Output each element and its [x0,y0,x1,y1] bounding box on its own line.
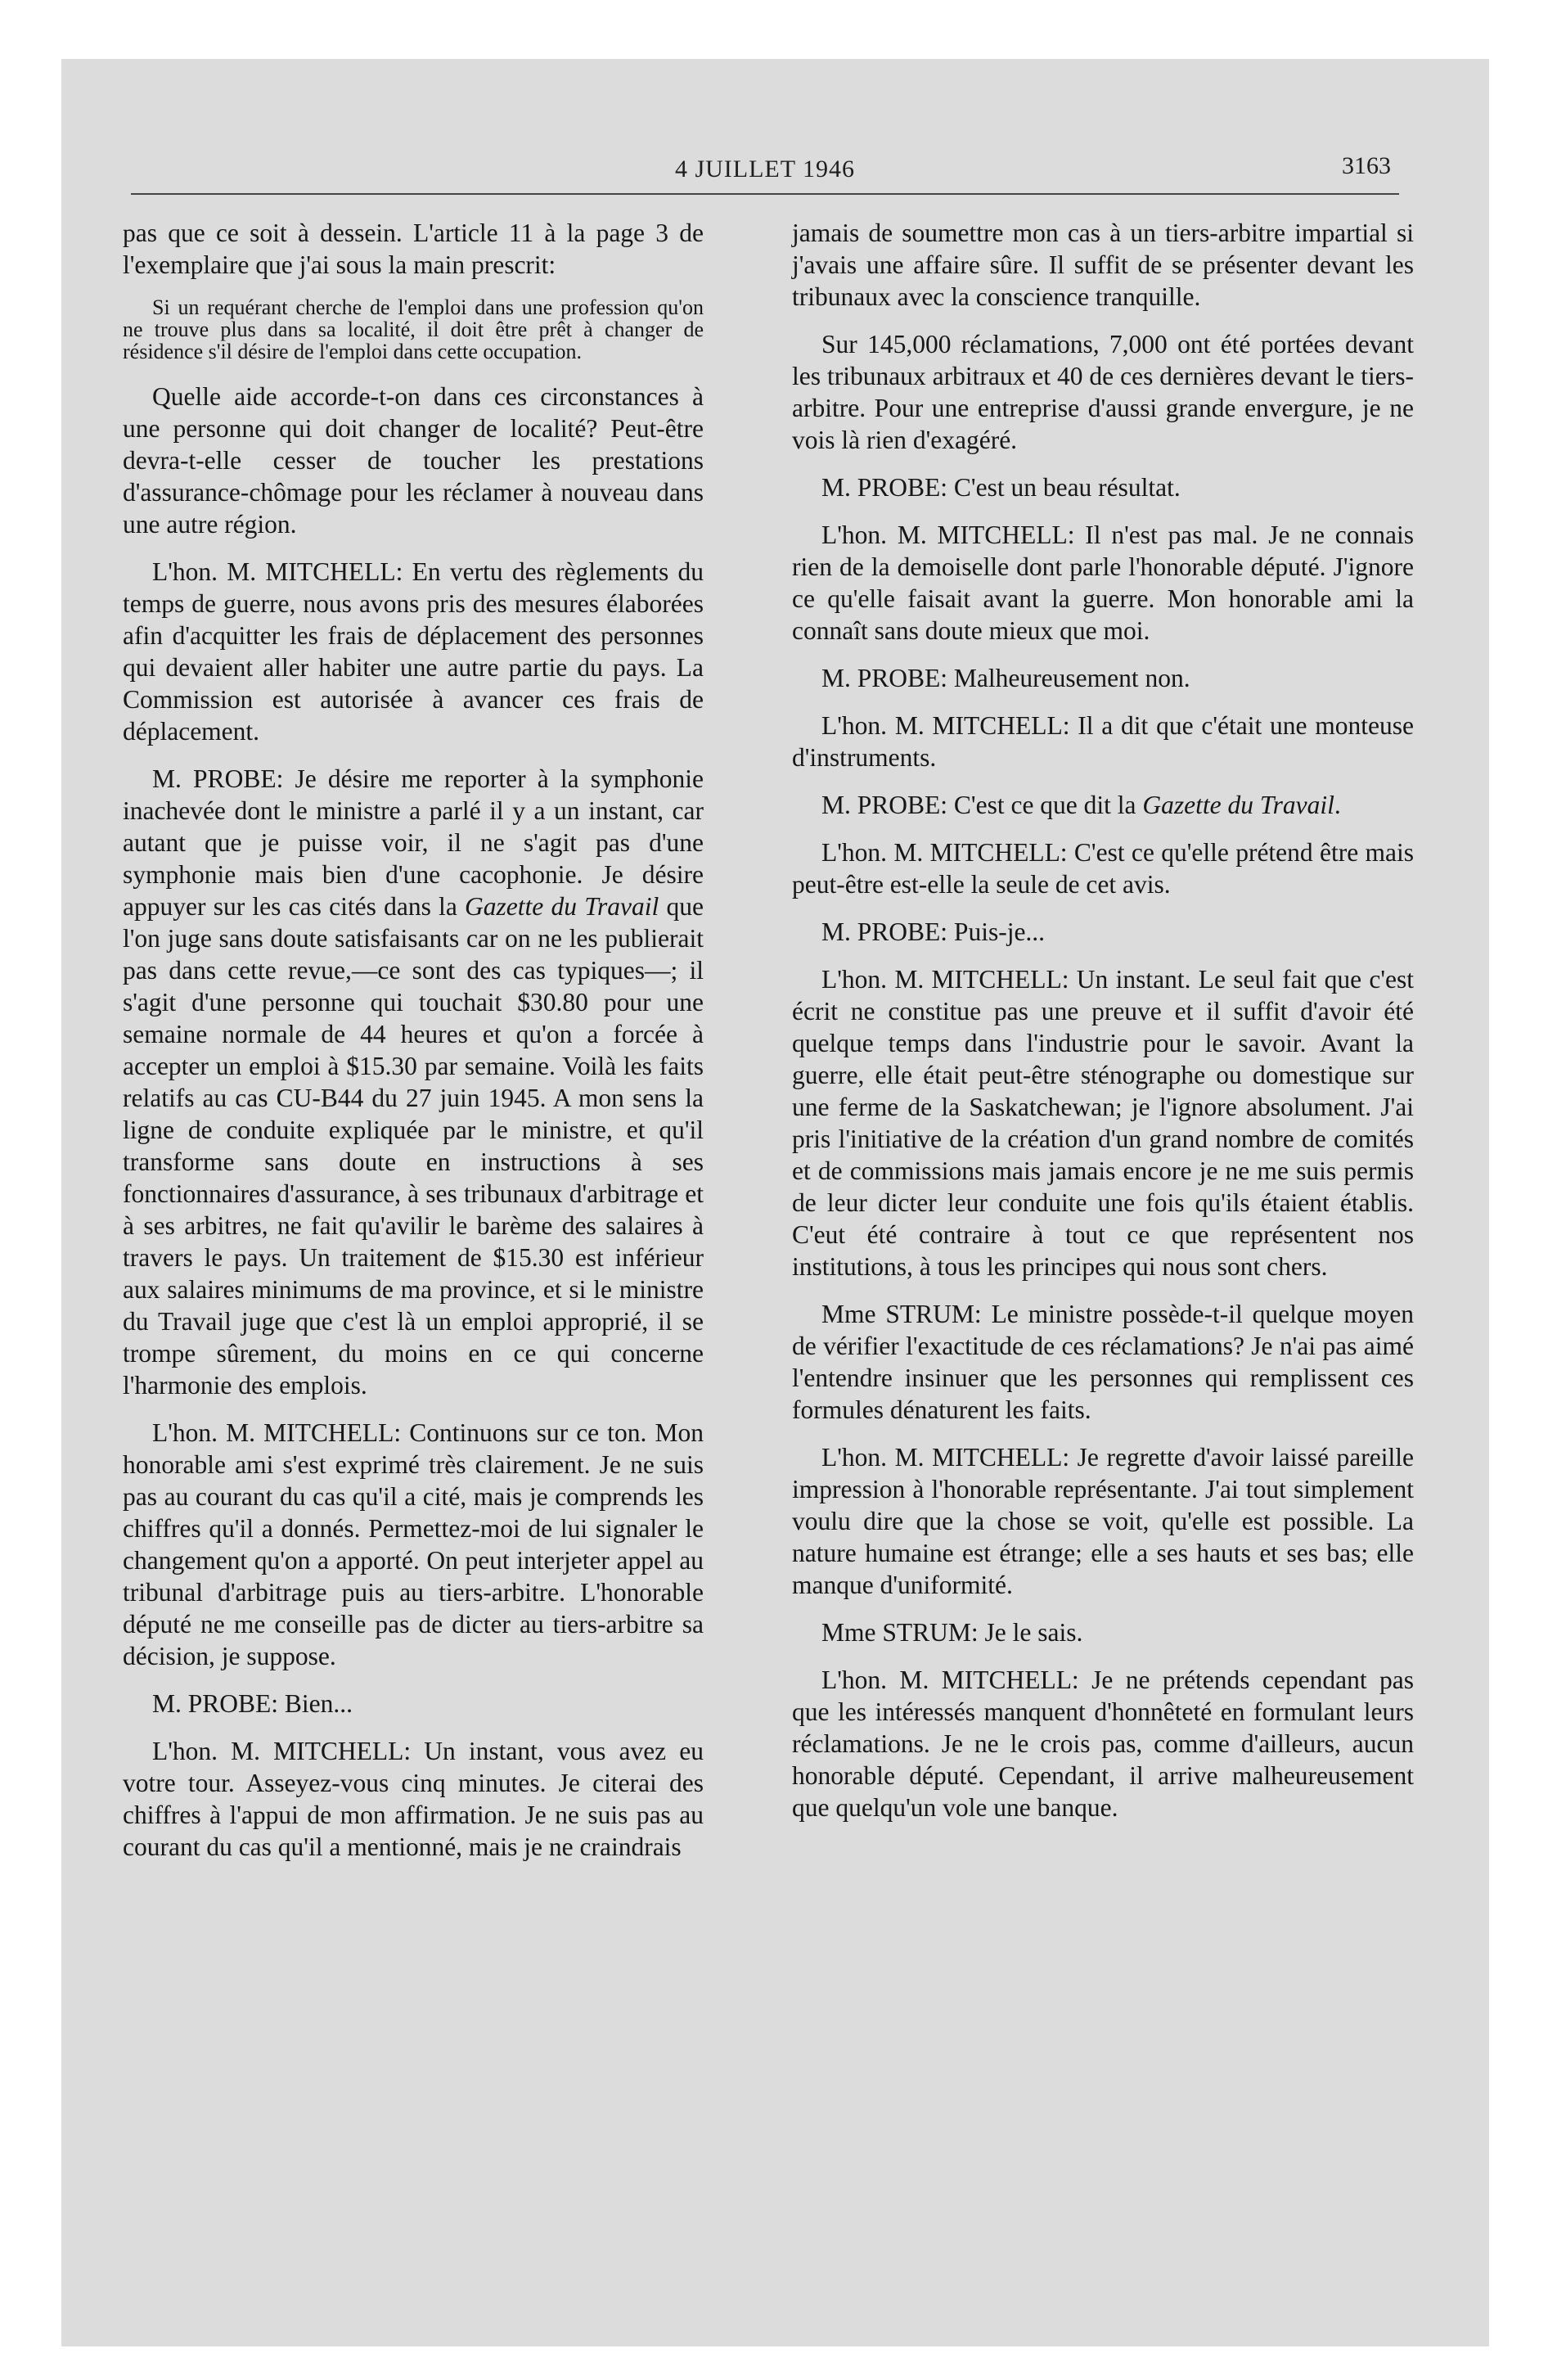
speaker-name: L'hon. M. MITCHELL: [821,1666,1079,1694]
header-rule [131,193,1399,195]
speaker-name: M. PROBE: [821,664,948,692]
speech-paragraph [123,1417,704,1672]
quoted-regulation [123,296,704,363]
paragraph-text: que l'on juge sans doute satisfaisants car on ne les publierait pas dans cette revue,—ce sont des cas typiques—; il s'agit d'une personne qui touchait $30.80 pour une semaine normale de 44 heures et qu'on a forcée à accepter un emploi à $15.30 par semaine. Voilà les faits relatifs au cas CU-B44 du 27 juin 1945. A mon sens la ligne de conduite expliquée par le ministre, et qu'il transforme sans doute en instructions à ses fonctionnaires d'assurance, à ses tribunaux d'arbitrage et à ses arbitres, ne fait qu'avilir le barème des salaires à travers le pays. Un traitement de $15.30 est inférieur aux salaires minimums de ma province, et si le ministre du Travail juge que c'est là un emploi approprié, il se trompe sûrement, du moins en ce qui concerne l'harmonie des emplois. [123,892,704,1400]
paragraph-text: Si un requérant cherche de l'emploi dans une profession qu'on ne trouve plus dans sa localité, il doit être prêt à changer de résidence s'il désire de l'emploi dans cette occupation. [123,295,704,363]
speech-paragraph [123,1688,704,1720]
paragraph-text: Je regrette d'avoir laissé pareille impression à l'honorable représentante. J'ai tout simplement voulu dire que la chose se voit, qu'elle est possible. La nature humaine est étrange; elle a ses hauts et ses bas; elle manque d'uniformité. [792,1443,1414,1599]
speech-paragraph [792,836,1414,900]
paragraph-text: Sur 145,000 réclamations, 7,000 ont été portées devant les tribunaux arbitraux et 40 de ces dernières devant le tiers-arbitre. Pour une entreprise d'aussi grande envergure, je ne vois là rien d'exagéré. [792,330,1414,454]
speaker-name: L'hon. M. MITCHELL: [821,965,1069,994]
paragraph-text: pas que ce soit à dessein. L'article 11 à la page 3 de l'exemplaire que j'ai sous la main prescrit: [123,219,704,279]
speech-paragraph [792,471,1414,503]
speech-paragraph [123,1735,704,1863]
speaker-name: L'hon. M. MITCHELL: [821,838,1068,867]
speech-paragraph [792,662,1414,694]
page-number: 3163 [1342,152,1391,179]
speaker-name: L'hon. M. MITCHELL: [152,557,403,586]
speech-paragraph [792,1441,1414,1601]
paragraph-text: jamais de soumettre mon cas à un tiers-arbitre impartial si j'avais une affaire sûre. Il suffit de se présenter devant les tribunaux avec la conscience tranquille. [792,219,1414,311]
speech-paragraph [792,916,1414,948]
speaker-name: M. PROBE: [152,1689,279,1718]
paragraph-text: C'est ce que dit la [953,791,1143,819]
paragraph-text: Un instant. Le seul fait que c'est écrit ne constitue pas une preuve et il suffit d'avoir été quelque temps dans l'industrie pour le savoir. Avant la guerre, elle était peut-être sténographe ou domestique sur une ferme de la Saskatchewan; je l'ignore absolument. J'ai pris l'initiative de la création d'un grand nombre de comités et de commissions mais jamais encore je ne me suis permis de leur dicter leur conduite une fois qu'ils étaient établis. C'eut été contraire à tout ce que représentent nos institutions, à tous les principes qui nous sont chers. [792,965,1415,1281]
paragraph-text: . [1334,791,1341,819]
italic-title: Gazette du Travail [465,892,659,921]
paragraph [123,217,704,281]
paragraph-text: C'est ce qu'elle prétend être mais peut-être est-elle la seule de cet avis. [792,838,1415,899]
speaker-name: M. PROBE: [821,473,948,502]
speech-paragraph [792,1616,1414,1648]
speaker-name: L'hon. M. MITCHELL: [821,521,1075,549]
speech-paragraph [792,710,1414,773]
running-head [131,152,1399,205]
speech-paragraph [792,519,1414,647]
paragraph-text: Il n'est pas mal. Je ne connais rien de la demoiselle dont parle l'honorable député. J'ignore ce qu'elle faisait avant la guerre. Mon honorable ami la connaît sans doute mieux que moi. [792,521,1415,645]
paragraph-text: Le ministre possède-t-il quelque moyen de vérifier l'exactitude de ces réclamations? Je n'ai pas aimé l'entendre insinuer que les personnes qui remplissent ces formules dénaturent les faits. [792,1300,1414,1424]
speech-paragraph [792,1298,1414,1426]
paragraph [123,381,704,540]
paragraph [792,217,1414,313]
paragraph-text: Il a dit que c'était une monteuse d'instruments. [792,711,1415,772]
speaker-name: M. PROBE: [152,764,284,793]
speaker-name: L'hon. M. MITCHELL: [821,1443,1070,1472]
speech-paragraph [792,1664,1414,1823]
paragraph-text: Continuons sur ce ton. Mon honorable ami s'est exprimé très clairement. Je ne suis pas au courant du cas qu'il a cité, mais je comprends les chiffres qu'il a donnés. Permettez-moi de lui signaler le changement qu'on a apporté. On peut interjeter appel au tribunal d'arbitrage puis au tiers-arbitre. L'honorable député ne me conseille pas de dicter au tiers-arbitre sa décision, je suppose. [123,1418,704,1670]
speaker-name: Mme STRUM: [821,1618,979,1647]
paragraph-text: Quelle aide accorde-t-on dans ces circonstances à une personne qui doit changer de localité? Peut-être devra-t-elle cesser de toucher les prestations d'assurance-chômage pour les réclamer à nouveau dans une autre région. [123,382,704,539]
speaker-name: M. PROBE: [821,791,948,819]
paragraph-text: En vertu des règlements du temps de guerre, nous avons pris des mesures élaborées afin d'acquitter les frais de déplacement des personnes qui devaient aller habiter une autre partie du pays. La Commission est autorisée à avancer ces frais de déplacement. [123,557,704,746]
speaker-name: M. PROBE: [821,917,948,946]
paragraph-text: Puis-je... [953,917,1046,946]
italic-title: Gazette du Travail [1142,791,1334,819]
paragraph-text: Bien... [284,1689,353,1718]
paragraph-text: Je le sais. [984,1618,1083,1647]
paragraph-text: Je désire me reporter à la symphonie inachevée dont le ministre a parlé il y a un instant, car autant que je puisse voir, il ne s'agit pas d'une symphonie mais bien d'une cacophonie. Je désire appuyer sur les cas cités dans la [123,764,704,921]
paragraph-text: Je ne prétends cependant pas que les intéressés manquent d'honnêteté en formulant leurs réclamations. Je ne le crois pas, comme d'ailleurs, aucun honorable député. Cependant, il arrive malheureusement que quelqu'un vole une banque. [792,1666,1414,1822]
speaker-name: L'hon. M. MITCHELL: [821,711,1070,740]
right-column [792,217,1414,1839]
speech-paragraph [123,556,704,747]
speaker-name: L'hon. M. MITCHELL: [152,1418,402,1447]
paragraph-text: Malheureusement non. [953,664,1190,692]
header-date: 4 JUILLET 1946 [674,156,856,183]
paragraph-text: C'est un beau résultat. [953,473,1181,502]
paragraph [792,328,1414,456]
speech-paragraph [792,789,1414,821]
paragraph-text: Un instant, vous avez eu votre tour. Asseyez-vous cinq minutes. Je citerai des chiffres à l'appui de mon affirmation. Je ne suis pas au courant du cas qu'il a mentionné, mais je ne craindrais [123,1737,704,1861]
speech-paragraph [123,763,704,1401]
speaker-name: Mme STRUM: [821,1300,982,1328]
left-column [123,217,704,1878]
speech-paragraph [792,963,1414,1282]
speaker-name: L'hon. M. MITCHELL: [152,1737,412,1765]
